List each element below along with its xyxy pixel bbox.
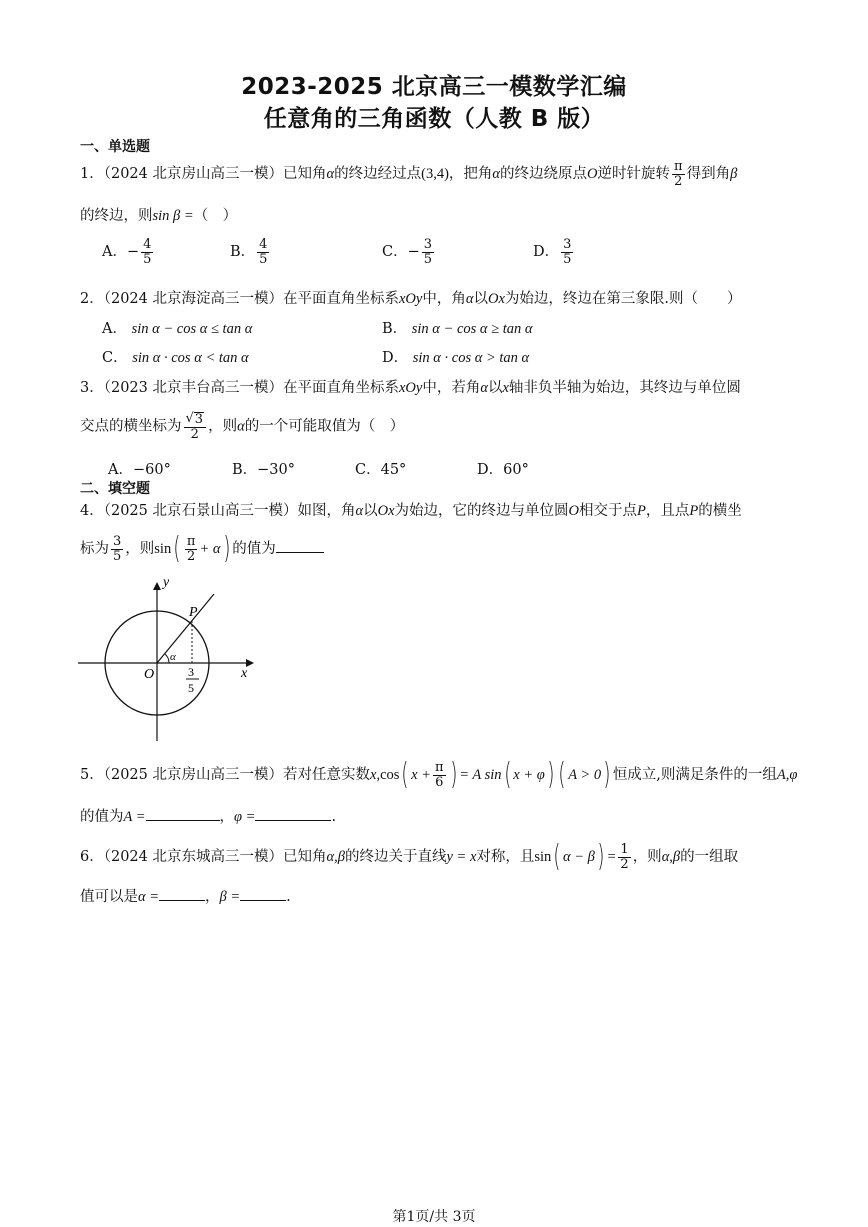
question-3-option-d[interactable]: D．60° bbox=[477, 462, 529, 478]
question-1-line1: 1．（2024 北京房山高三一模）已知角α的终边经过点(3,4)，把角α的终边绕原点O逆时针旋转 $\frac{\pi}{2}$ 得到角β bbox=[80, 159, 738, 189]
question-1-option-c[interactable]: C．− $\frac{3}{5}$ bbox=[382, 237, 433, 267]
question-5-line2: 的值为A = ，φ = . bbox=[80, 805, 336, 826]
question-1-option-b[interactable]: B． $\frac{4}{5}$ bbox=[230, 237, 268, 267]
question-2-option-a[interactable]: A． sin α − cos α ≤ tan α bbox=[102, 321, 253, 337]
question-source: 4．（2025 北京石景山高三一模） bbox=[80, 503, 298, 519]
label-fraction-num: 3 bbox=[188, 665, 194, 679]
label-origin: O bbox=[144, 667, 155, 682]
question-6-line2: 值可以是α = ，β = . bbox=[80, 885, 291, 906]
question-3-line2: 交点的横坐标为 √ 3 2 ，则α的一个可能取值为（ ） bbox=[80, 411, 405, 442]
question-source: 3．（2023 北京丰台高三一模） bbox=[80, 380, 283, 396]
question-3-option-c[interactable]: C．45° bbox=[355, 462, 407, 478]
section-heading-fill-blank: 二、填空题 bbox=[80, 481, 150, 497]
section-heading-single-choice: 一、单选题 bbox=[80, 139, 150, 155]
question-3-option-b[interactable]: B．−30° bbox=[232, 462, 296, 478]
terminal-side bbox=[157, 594, 214, 663]
question-1-line2: 的终边，则sin β =（ ） bbox=[80, 208, 238, 224]
question-2-option-c[interactable]: C． sin α · cos α < tan α bbox=[102, 350, 249, 366]
label-fraction-den: 5 bbox=[188, 681, 194, 695]
question-2-option-b[interactable]: B． sin α − cos α ≥ tan α bbox=[382, 321, 533, 337]
question-1-option-a[interactable]: A．− $\frac{4}{5}$ bbox=[102, 237, 152, 267]
page-title-line2: 任意角的三角函数（人教 B 版） bbox=[263, 106, 605, 132]
angle-arc bbox=[165, 654, 169, 663]
question-5-line1: 5．（2025 北京房山高三一模）若对任意实数x,cos( x + $\frac{\pi}{6}$ ) = A sin( x + φ) ( A > 0) 恒成立,则满足条件的一组A,φ bbox=[80, 757, 798, 792]
page-number: 第1页/共 3页 bbox=[392, 1209, 476, 1225]
fraction-pi-over-2: $\frac{\pi}{2}$ bbox=[674, 159, 683, 189]
question-4-line1: 4．（2025 北京石景山高三一模）如图，角α以Ox为始边，它的终边与单位圆O相交于点P，且点P的横坐 bbox=[80, 503, 742, 519]
answer-blank-alpha[interactable] bbox=[159, 886, 205, 901]
question-2-option-d[interactable]: D． sin α · cos α > tan α bbox=[382, 350, 530, 366]
label-y: y bbox=[163, 576, 170, 590]
question-2-line1: 2．（2024 北京海淀高三一模）在平面直角坐标系xOy中，角α以Ox为始边，终边在第三象限.则（ ） bbox=[80, 291, 742, 307]
question-6-line1: 6．（2024 北京东城高三一模）已知角α,β的终边关于直线y = x对称，且sin( α − β) = $\frac{1}{2}$ ，则α,β的一组取 bbox=[80, 839, 739, 874]
question-source: 1．（2024 北京房山高三一模） bbox=[80, 166, 283, 183]
question-4-line2: 标为 $\frac{3}{5}$ ，则sin( $\frac{\pi}{2}$ + α) 的值为 bbox=[80, 534, 324, 564]
question-source: 2．（2024 北京海淀高三一模） bbox=[80, 291, 283, 307]
label-alpha: α bbox=[170, 651, 176, 663]
label-x: x bbox=[241, 666, 248, 681]
answer-blank-phi[interactable] bbox=[255, 806, 331, 821]
answer-blank-a[interactable] bbox=[146, 806, 220, 821]
question-source: 5．（2025 北京房山高三一模） bbox=[80, 767, 283, 783]
question-3-option-a[interactable]: A．−60° bbox=[108, 462, 171, 478]
question-3-line1: 3．（2023 北京丰台高三一模）在平面直角坐标系xOy中，若角α以x轴非负半轴为始边，其终边与单位圆 bbox=[80, 380, 741, 396]
answer-blank-beta[interactable] bbox=[240, 886, 286, 901]
question-1-option-d[interactable]: D． $\frac{3}{5}$ bbox=[533, 237, 572, 267]
label-point-p: P bbox=[189, 605, 198, 620]
page-title-line1: 2023-2025 北京高三一模数学汇编 bbox=[241, 74, 627, 100]
y-axis-arrow bbox=[153, 582, 161, 590]
unit-circle-figure bbox=[78, 576, 258, 746]
question-source: 6．（2024 北京东城高三一模） bbox=[80, 849, 283, 865]
answer-blank[interactable] bbox=[276, 538, 324, 553]
